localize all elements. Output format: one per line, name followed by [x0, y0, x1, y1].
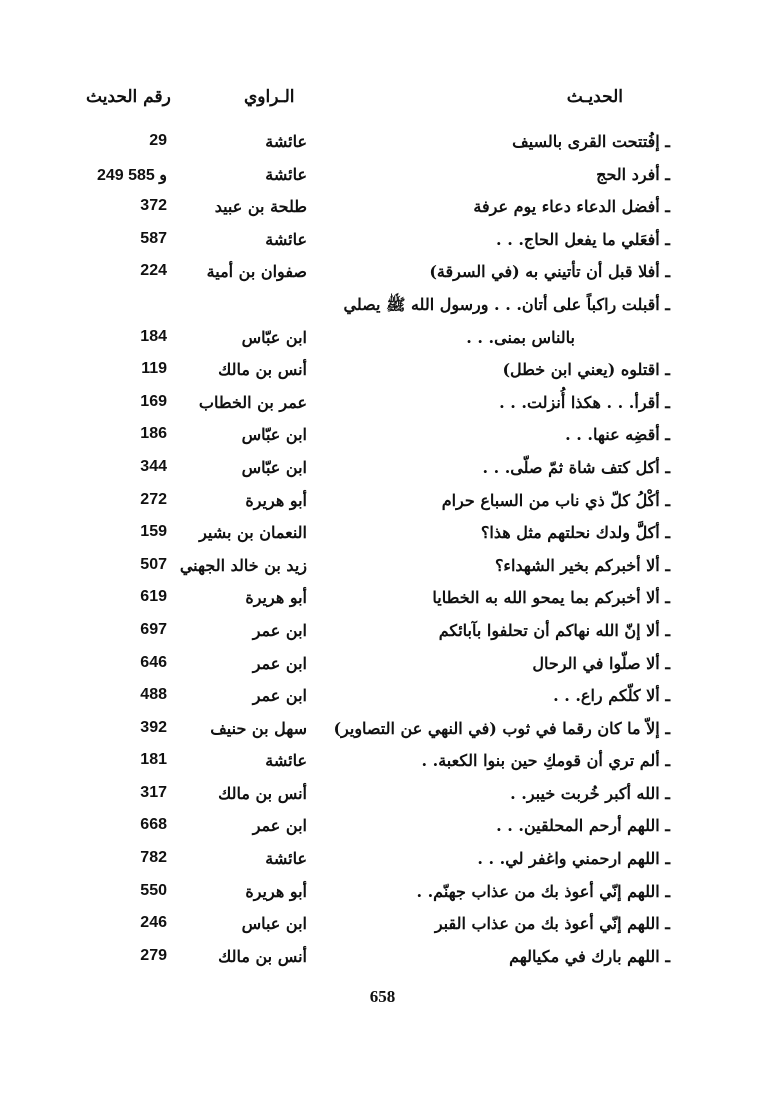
- narrator-name: عائشة: [265, 751, 307, 771]
- hadith-number: 119: [141, 360, 167, 378]
- hadith-text: ـ أفعَلي ما يفعل الحاج. . .: [496, 229, 670, 249]
- narrator-name: عائشة: [265, 132, 307, 151]
- hadith-text: ـ أكْلُ كلّ ذي ناب من السباع حرام: [441, 490, 670, 510]
- header-narrator: الـراوي: [244, 87, 295, 107]
- hadith-text: ـ الله أكبر خُربت خيبر. .: [510, 783, 670, 803]
- hadith-text: ـ أقضِه عنها. . .: [565, 425, 670, 445]
- list-item: [0, 910, 765, 943]
- hadith-number: 372: [140, 197, 167, 215]
- header-hadith: الحديـث: [566, 87, 623, 107]
- hadith-number: 507: [140, 555, 167, 573]
- hadith-number: 488: [140, 686, 167, 704]
- hadith-text: ـ ألا أخبركم بخير الشهداء؟: [494, 555, 670, 575]
- narrator-name: ابن عمر: [252, 816, 307, 836]
- list-item: [0, 291, 765, 324]
- list-item: [0, 845, 765, 878]
- list-item: [0, 878, 765, 911]
- hadith-text: بالناس بمنى. . .: [466, 327, 575, 347]
- list-item: [0, 943, 765, 976]
- hadith-number: 782: [140, 849, 167, 867]
- page-number: 658: [369, 987, 396, 1006]
- hadith-number: 29: [149, 132, 167, 149]
- list-item: [0, 584, 765, 617]
- hadith-number: 169: [140, 392, 167, 410]
- list-item: [0, 650, 765, 683]
- narrator-name: ابن عمر: [252, 620, 307, 640]
- narrator-name: عمر بن الخطاب: [198, 392, 307, 412]
- narrator-name: أنس بن مالك: [218, 783, 307, 803]
- hadith-number: 317: [140, 783, 167, 801]
- hadith-number: 181: [140, 751, 167, 769]
- list-item: [0, 226, 765, 259]
- list-item: [0, 682, 765, 715]
- narrator-name: أبو هريرة: [245, 490, 307, 510]
- list-item: [0, 128, 765, 161]
- hadith-text: ـ إلاّ ما كان رقما في ثوب (في النهي عن التصاوير): [333, 718, 670, 738]
- hadith-index-list: [0, 128, 765, 975]
- narrator-name: ابن عبّاس: [241, 327, 307, 347]
- list-item: [0, 519, 765, 552]
- hadith-text: ـ إفُتتحت القرى بالسيف: [512, 132, 670, 151]
- narrator-name: زيد بن خالد الجهني: [179, 555, 307, 575]
- hadith-text: ـ اللهم ارحمني واغفر لي. . .: [477, 849, 670, 869]
- hadith-number: 668: [140, 816, 167, 834]
- hadith-text: ـ ألا أخبركم بما يمحو الله به الخطايا: [432, 588, 670, 608]
- narrator-name: طلحة بن عبيد: [214, 197, 307, 217]
- narrator-name: سهل بن حنيف: [210, 718, 307, 738]
- hadith-text: ـ ألا كلّكم راع. . .: [553, 686, 670, 706]
- list-item: [0, 617, 765, 650]
- narrator-name: ابن عبّاس: [241, 425, 307, 445]
- narrator-name: عائشة: [265, 229, 307, 249]
- hadith-number: 550: [140, 881, 167, 899]
- list-item: [0, 747, 765, 780]
- table-header: [0, 87, 765, 113]
- list-item: [0, 389, 765, 422]
- list-item: [0, 324, 765, 357]
- narrator-name: النعمان بن بشير: [199, 523, 307, 543]
- hadith-text: ـ أقرأ. . . هكذا أُنزلت. . .: [499, 392, 670, 412]
- list-item: [0, 487, 765, 520]
- list-item: [0, 552, 765, 585]
- hadith-text: ـ اللهم بارك في مكيالهم: [509, 946, 670, 966]
- hadith-text: ـ ألم تري أن قومكِ حين بنوا الكعبة. .: [421, 751, 670, 771]
- hadith-number: 646: [140, 653, 167, 671]
- list-item: [0, 258, 765, 291]
- hadith-number: 249 و 585: [96, 166, 167, 184]
- list-item: [0, 715, 765, 748]
- narrator-name: أنس بن مالك: [218, 946, 307, 966]
- hadith-text: ـ أفضل الدعاء دعاء يوم عرفة: [473, 197, 670, 217]
- narrator-name: صفوان بن أمية: [206, 262, 307, 282]
- narrator-name: ابن عباس: [241, 914, 307, 934]
- hadith-number: 587: [140, 229, 167, 247]
- list-item: [0, 812, 765, 845]
- list-item: [0, 780, 765, 813]
- hadith-number: 697: [140, 620, 167, 638]
- list-item: [0, 421, 765, 454]
- hadith-number: 279: [140, 946, 167, 964]
- hadith-number: 392: [140, 718, 167, 736]
- hadith-number: 186: [140, 425, 167, 443]
- hadith-text: ـ اللهم أرحم المحلقين. . .: [496, 816, 670, 836]
- hadith-number: 224: [140, 262, 167, 280]
- hadith-text: ـ أكلَّ ولدك نحلتهم مثل هذا؟: [480, 523, 670, 543]
- list-item: [0, 356, 765, 389]
- hadith-text: ـ ألا إنّ الله نهاكم أن تحلفوا بآبائكم: [438, 620, 670, 640]
- hadith-text: ـ أكل كتف شاة ثمّ صلّى. . .: [482, 457, 670, 477]
- hadith-number: 184: [140, 327, 167, 345]
- narrator-name: ابن عمر: [252, 653, 307, 673]
- hadith-number: 344: [140, 457, 167, 475]
- header-hadith-number: رقم الحديث: [86, 87, 171, 107]
- hadith-text: ـ اللهم إنّي أعوذ بك من عذاب القبر: [434, 914, 670, 934]
- list-item: [0, 161, 765, 194]
- hadith-number: 246: [140, 914, 167, 932]
- hadith-text: ـ أفرد الحج: [596, 164, 670, 184]
- hadith-number: 272: [140, 490, 167, 508]
- hadith-number: 159: [140, 523, 167, 541]
- narrator-name: أبو هريرة: [245, 881, 307, 901]
- hadith-text: ـ أقبلت راكباً على أتان. . . ورسول الله ﷺ يصلي: [343, 294, 670, 314]
- narrator-name: ابن عمر: [252, 686, 307, 706]
- narrator-name: ابن عبّاس: [241, 457, 307, 477]
- hadith-number: 619: [140, 588, 167, 606]
- hadith-text: ـ أفلا قبل أن تأتيني به (في السرقة): [429, 262, 670, 282]
- list-item: [0, 454, 765, 487]
- narrator-name: أبو هريرة: [245, 588, 307, 608]
- list-item: [0, 193, 765, 226]
- hadith-text: ـ اقتلوه (يعني ابن خطل): [502, 360, 670, 380]
- narrator-name: أنس بن مالك: [218, 360, 307, 380]
- narrator-name: عائشة: [265, 849, 307, 869]
- hadith-text: ـ اللهم إنّي أعوذ بك من عذاب جهنّم. .: [416, 881, 670, 901]
- narrator-name: عائشة: [265, 164, 307, 184]
- hadith-text: ـ ألا صلّوا في الرحال: [532, 653, 670, 673]
